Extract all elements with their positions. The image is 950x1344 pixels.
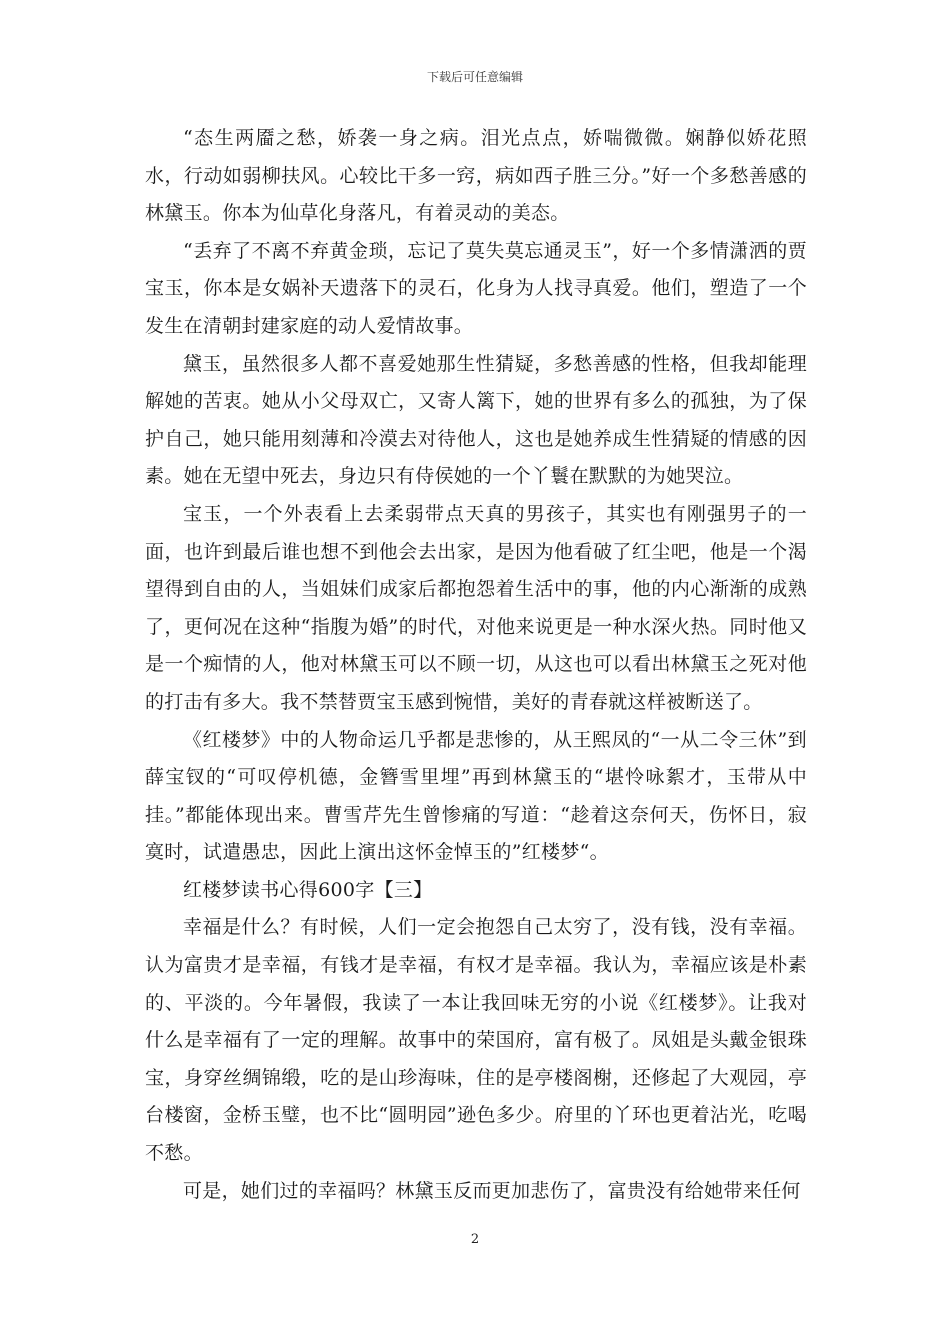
paragraph-baoyu-character: 宝玉，一个外表看上去柔弱带点天真的男孩子，其实也有刚强男子的一面，也许到最后谁也想不到他会去出家，是因为他看破了红尘吧，他是一个渴望得到自由的人，当姐妹们成家后都抱怨着生活中的事，他的内心渐渐的成熟了，更何况在这种“指腹为婚”的时代，对他来说更是一种水深火热。同时他又是一个痴情的人，他对林黛玉可以不顾一切，从这也可以看出林黛玉之死对他的打击有多大。我不禁替贾宝玉感到惋惜，美好的青春就这样被断送了。 (145, 502, 807, 713)
page-header: 下载后可任意编辑 (426, 70, 523, 84)
page-number: 2 (470, 1232, 480, 1247)
paragraph-happiness: 幸福是什么？有时候，人们一定会抱怨自己太穷了，没有钱，没有幸福。认为富贵才是幸福，有钱才是幸福，有权才是幸福。我认为，幸福应该是朴素的、平淡的。今年暑假，我读了一本让我回味无穷的小说《红楼梦》。让我对什么是幸福有了一定的理解。故事中的荣国府，富有极了。凤姐是头戴金银珠宝，身穿丝绸锦缎，吃的是山珍海味，住的是亭楼阁榭，还修起了大观园，亭台楼窗，金桥玉璧，也不比“圆明园”逊色多少。府里的丫环也更着沾光，吃喝不愁。 (145, 916, 807, 1165)
paragraph-daiyu-character: 黛玉，虽然很多人都不喜爱她那生性猜疑，多愁善感的性格，但我却能理解她的苦衷。她从小父母双亡，又寄人篱下，她的世界有多么的孤独，为了保护自己，她只能用刻薄和冷漠去对待他人，这也是她养成生性猜疑的情感的因素。她在无望中死去，身边只有侍侯她的一个丫鬟在默默的为她哭泣。 (145, 352, 807, 488)
paragraph-tragic-fates: 《红楼梦》中的人物命运几乎都是悲惨的，从王熙凤的“一从二令三休”到薛宝钗的“可叹停机德，金簪雪里埋”再到林黛玉的“堪怜咏絮才，玉带从中挂。”都能体现出来。曹雪芹先生曾惨痛的写道：“趁着这奈何天，伤怀日，寂寞时，试遣愚忠，因此上演出这怀金悼玉的”红楼梦“。 (145, 728, 807, 864)
paragraph-daiyu-description: “态生两靥之愁，娇袭一身之病。泪光点点，娇喘微微。娴静似娇花照水，行动如弱柳扶风。心较比干多一窍，病如西子胜三分。”好一个多愁善感的林黛玉。你本为仙草化身落凡，有着灵动的美态。 (145, 127, 807, 225)
paragraph-happiness-continued: 可是，她们过的幸福吗？林黛玉反而更加悲伤了，富贵没有给她带来任何 (183, 1179, 801, 1202)
section-title: 红楼梦读书心得600字【三】 (183, 878, 433, 901)
paragraph-baoyu-description: “丢弃了不离不弃黄金琐，忘记了莫失莫忘通灵玉”，好一个多情潇洒的贾宝玉，你本是女娲补天遗落下的灵石，化身为人找寻真爱。他们，塑造了一个发生在清朝封建家庭的动人爱情故事。 (145, 239, 807, 337)
document-body (145, 120, 807, 1210)
